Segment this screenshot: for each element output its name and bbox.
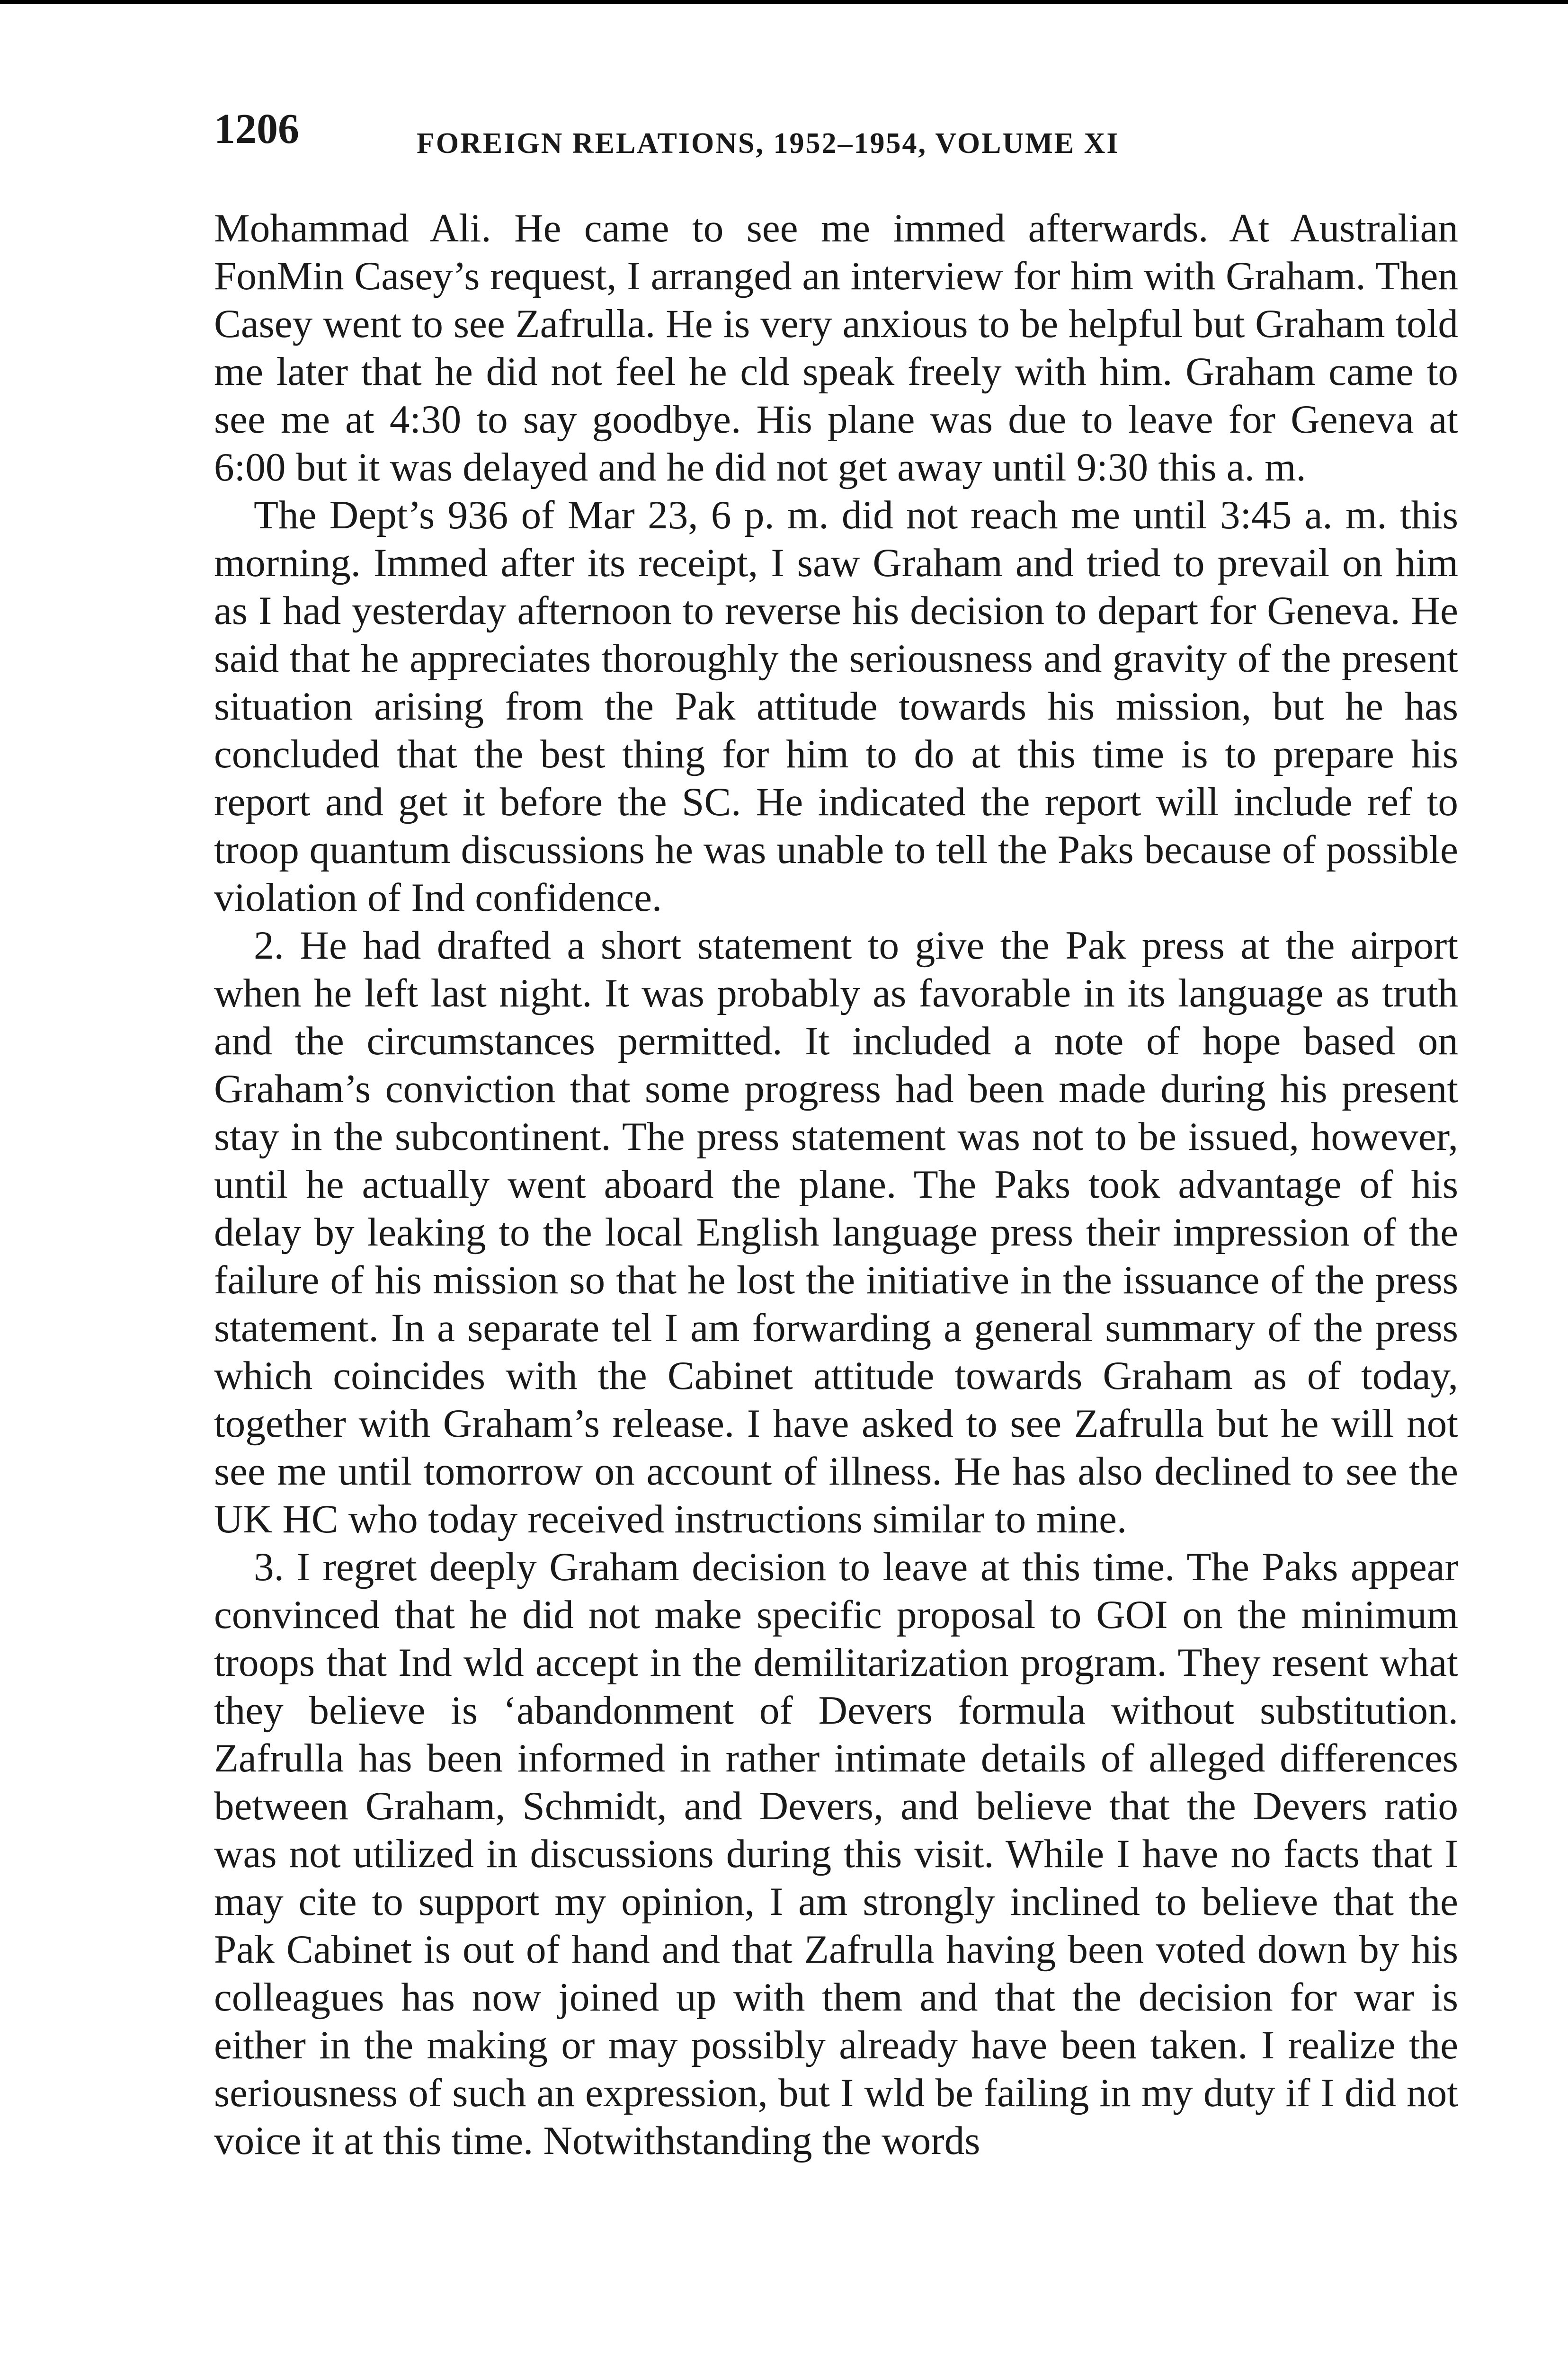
paragraph-2-press-statement: 2. He had drafted a short statement to give the Pak press at the airport when he left last night. It was probably as favorable in its language as truth and the circumstances permitted. It included a note of hope based on Graham’s conviction that some progress had been made during his present stay in the subcontinent. The press statement was not to be issued, however, until he actually went aboard the plane. The Paks took advantage of his delay by leaking to the local English language press their impression of the failure of his mission so that he lost the initiative in the issuance of the press statement. In a separate tel I am forwarding a general summary of the press which coincides with the Cabinet attitude towards Graham as of today, together with Graham’s release. I have asked to see Zafrulla but he will not see me until tomorrow on account of illness. He has also declined to see the UK HC who today received instructions similar to mine. <box>214 923 1458 1541</box>
paragraph-dept-936: The Dept’s 936 of Mar 23, 6 p. m. did not reach me until 3:45 a. m. this morning. Immed after its receipt, I saw Graham and tried to prevail on him as I had yesterday afternoon to reverse his decision to depart for Geneva. He said that he appreciates thoroughly the seriousness and gravity of the present situation arising from the Pak attitude towards his mission, but he has concluded that the best thing for him to do at this time is to prepare his report and get it before the SC. He indicated the report will include ref to troop quantum discussions he was unable to tell the Paks because of possible violation of Ind confidence. <box>214 493 1458 920</box>
paragraph-continuation: Mohammad Ali. He came to see me immed afterwards. At Australian FonMin Casey’s request, I arranged an interview for him with Graham. Then Casey went to see Zafrulla. He is very anxious to be helpful but Graham told me later that he did not feel he cld speak freely with him. Graham came to see me at 4:30 to say goodbye. His plane was due to leave for Geneva at 6:00 but it was delayed and he did not get away until 9:30 this a. m. <box>214 206 1458 489</box>
top-edge-rule <box>0 0 1568 4</box>
body-text <box>214 205 1458 2165</box>
running-head: FOREIGN RELATIONS, 1952–1954, VOLUME XI <box>417 127 1120 160</box>
paragraph-3-graham-decision: 3. I regret deeply Graham decision to leave at this time. The Paks appear convinced that he did not make specific proposal to GOI on the minimum troops that Ind wld accept in the demilitarization program. They resent what they believe is ‘abandonment of Devers formula without substitution. Zafrulla has been informed in rather intimate details of alleged differences between Graham, Schmidt, and Devers, and believe that the Devers ratio was not utilized in discussions during this visit. While I have no facts that I may cite to support my opinion, I am strongly inclined to believe that the Pak Cabinet is out of hand and that Zafrulla having been voted down by his colleagues has now joined up with them and that the decision for war is either in the making or may possibly already have been taken. I realize the seriousness of such an expression, but I wld be failing in my duty if I did not voice it at this time. Notwithstanding the words <box>214 1545 1458 2163</box>
page-number: 1206 <box>214 106 299 152</box>
